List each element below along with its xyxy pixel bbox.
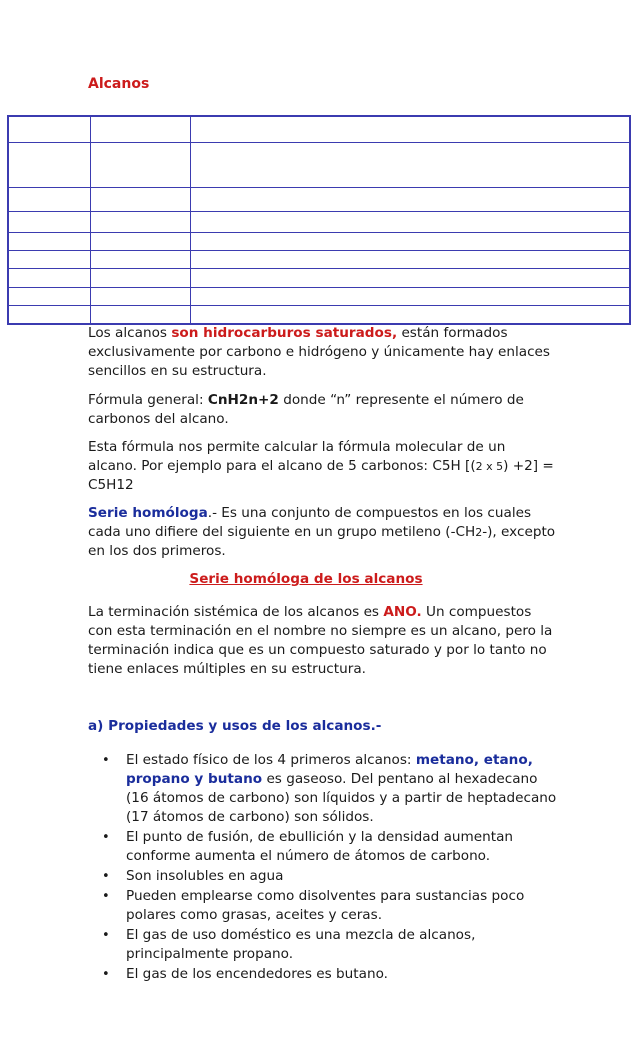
table-cell [90, 269, 190, 287]
page-title: Alcanos [88, 76, 150, 92]
table-row [8, 187, 630, 211]
bullet-text: El gas de los encendedores es butano. [126, 966, 388, 982]
bullet-text: Son insolubles en agua [126, 868, 284, 884]
table-cell [190, 143, 630, 188]
table-cell [8, 306, 90, 324]
bullet-text: El estado físico de los 4 primeros alcanos: [126, 752, 416, 768]
table-row [8, 232, 630, 250]
bullet-icon: • [102, 889, 110, 904]
table-cell [90, 187, 190, 211]
intro-paragraph [88, 324, 558, 381]
bullet-text: Pueden emplearse como disolventes para sustancias poco polares como grasas, aceites y ceras. [126, 888, 525, 923]
bullet-text-end: es gaseoso. Del pentano al hexadecano (16 átomos de carbono) son líquidos y a partir de heptadecano (17 átomos de carbono) son sólidos. [126, 771, 557, 825]
termination-text: La terminación sistémica de los alcanos es [88, 604, 384, 620]
formula-explanation: donde “n” represente el número de carbonos del alcano. [88, 392, 524, 427]
table-cell [8, 187, 90, 211]
homologous-series-term: Serie homóloga [88, 505, 208, 521]
ano-highlight: ANO. [383, 604, 422, 620]
table-cell [8, 116, 90, 143]
table-cell [190, 251, 630, 269]
table-cell [190, 269, 630, 287]
homologous-definition: .- Es una conjunto de compuestos en los cuales cada uno difiere del siguiente en un grupo metileno (-CH [88, 505, 532, 540]
table-row [8, 212, 630, 232]
bullet-icon: • [102, 928, 110, 943]
table-row [8, 116, 630, 143]
saturated-highlight: son hidrocarburos saturados, [171, 325, 398, 341]
table-row [8, 143, 630, 188]
table-cell [190, 306, 630, 324]
bullet-icon: • [102, 830, 110, 845]
bullet-text: El gas de uso doméstico es una mezcla de alcanos, principalmente propano. [126, 927, 476, 962]
table-cell [190, 116, 630, 143]
homologous-definition-end: -), excepto en los dos primeros. [88, 524, 556, 559]
intro-text: Los alcanos [88, 325, 172, 341]
formula-example-paragraph [88, 438, 558, 495]
table-cell [8, 232, 90, 250]
table-row [8, 251, 630, 269]
table-cell [8, 269, 90, 287]
table-cell [190, 287, 630, 305]
list-item [102, 751, 558, 827]
general-formula: CnH2n+2 [207, 392, 279, 408]
example-multiplier: 2 x 5 [475, 460, 504, 473]
example-text: Esta fórmula nos permite calcular la fórmula molecular de un alcano. Por ejemplo para el alcano de 5 carbonos: C5H [( [88, 439, 506, 474]
table-cell [8, 287, 90, 305]
list-item [102, 887, 558, 925]
formula-label: Fórmula general: [88, 392, 208, 408]
termination-text-end: Un compuestos con esta terminación en el nombre no siempre es un alcano, pero la terminación indica que es un compuesto saturado y por lo tanto no tiene enlaces múltiples en su estructura. [88, 604, 553, 677]
homologous-series-paragraph [88, 504, 558, 561]
properties-list [88, 751, 558, 985]
bullet-icon: • [102, 753, 110, 768]
first-alkanes-highlight: metano, etano, propano y butano [126, 752, 533, 787]
homologous-series-link[interactable]: Serie homóloga de los alcanos [189, 571, 423, 587]
general-formula-paragraph [88, 391, 558, 429]
table-cell [90, 287, 190, 305]
table-cell [190, 212, 630, 232]
intro-text-end: están formados exclusivamente por carbono e hidrógeno y únicamente hay enlaces sencillos en su estructura. [88, 325, 551, 379]
table-cell [90, 306, 190, 324]
table-cell [8, 212, 90, 232]
table-cell [90, 251, 190, 269]
table-cell [8, 251, 90, 269]
example-result: ) +2] = C5H12 [88, 458, 554, 493]
list-item [102, 867, 558, 886]
table-cell [90, 232, 190, 250]
table-row [8, 287, 630, 305]
bullet-icon: • [102, 967, 110, 982]
termination-paragraph [88, 603, 558, 679]
bullet-icon: • [102, 869, 110, 884]
table-cell [90, 143, 190, 188]
list-item [102, 965, 558, 984]
bullet-text: El punto de fusión, de ebullición y la densidad aumentan conforme aumenta el número de átomos de carbono. [126, 829, 514, 864]
table-row [8, 269, 630, 287]
empty-grid-table [7, 115, 631, 325]
properties-heading: a) Propiedades y usos de los alcanos.- [88, 718, 382, 734]
table-row [8, 306, 630, 324]
table-cell [90, 212, 190, 232]
table-cell [190, 187, 630, 211]
table-cell [190, 232, 630, 250]
list-item [102, 926, 558, 964]
ch2-subscript: 2 [475, 526, 483, 539]
table-cell [8, 143, 90, 188]
list-item [102, 828, 558, 866]
table-cell [90, 116, 190, 143]
